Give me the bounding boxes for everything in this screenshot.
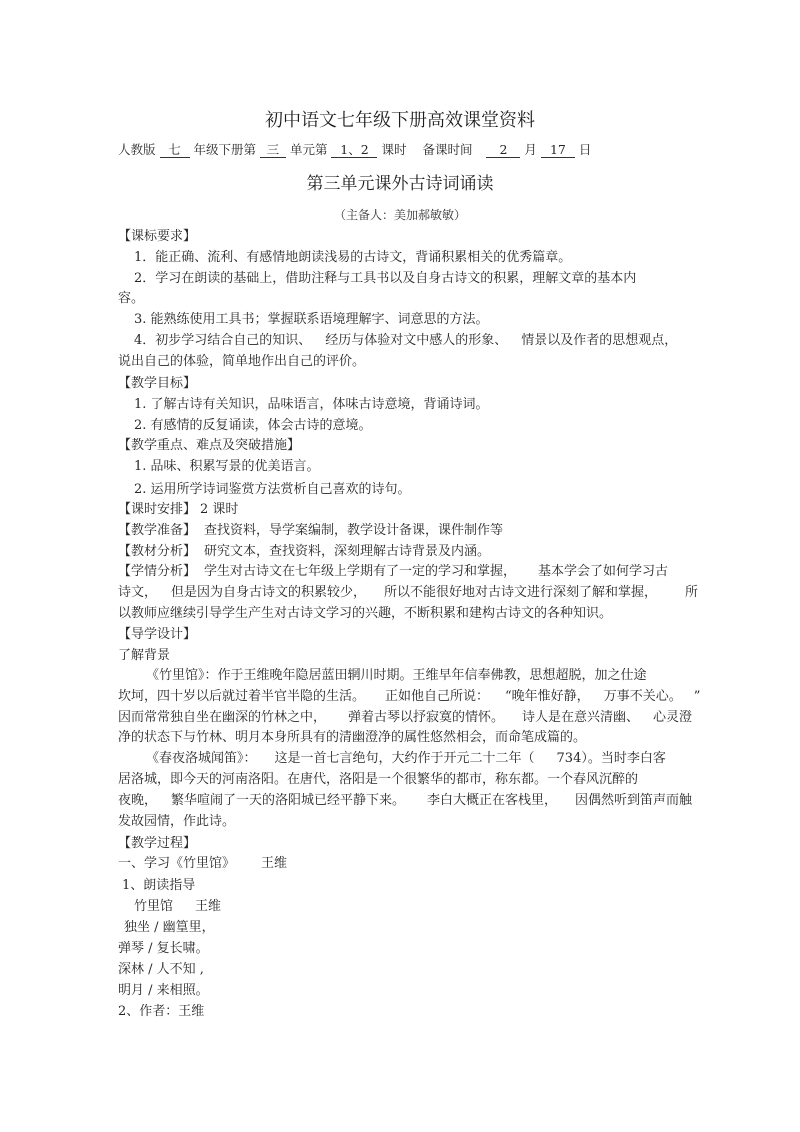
paragraph-line: 《春夜洛城闻笛》： 这是一首七言绝句，大约作于开元二十二年（ 734）。当时李白客 [146, 751, 666, 766]
subsection-heading: 了解背景 [118, 648, 171, 663]
unit-value: 三 [260, 142, 286, 158]
edition-label: 人教版 [118, 142, 156, 157]
paragraph-line: 4．初步学习结合自己的知识、 经历与体验对文中感人的形象、 情景以及作者的思想观点， [134, 333, 678, 348]
paragraph-line: 2．学习在朗读的基础上，借助注释与工具书以及自身古诗文的积累，理解文章的基本内 [134, 271, 637, 286]
paragraph-line: 2. 运用所学诗词鉴赏方法赏析自己喜欢的诗句。 [134, 482, 411, 497]
paragraph-line: 容。 [118, 291, 145, 306]
paragraph-line: 夜晚， 繁华喧闹了一天的洛阳城已经平静下来。 李白大概正在客栈里， 因偶然听到笛声而触 [118, 793, 693, 808]
month-label: 月 [524, 142, 537, 157]
section-heading: 【课标要求】 [118, 229, 197, 244]
day-label: 日 [578, 142, 592, 157]
paragraph-line: 因而常常独自坐在幽深的竹林之中， 弹着古琴以抒寂寞的情怀。 诗人是在意兴清幽、 心灵澄 [118, 710, 693, 725]
paragraph-line: 居洛城，即今天的河南洛阳。在唐代，洛阳是一个很繁华的都市，称东都。一个春风沉醉的 [118, 772, 639, 787]
poem-line: 独坐 / 幽篁里， [124, 920, 215, 935]
paragraph-line: 1．能正确、流利、有感情地朗读浅易的古诗文，背诵积累相关的优秀篇章。 [134, 250, 572, 265]
section-line: 【教材分析】 研究文本，查找资料，深刻理解古诗背景及内涵。 [118, 544, 491, 559]
paragraph-line: 3. 能熟练使用工具书；掌握联系语境理解字、词意思的方法。 [134, 312, 489, 327]
subsection-heading: 1、朗读指导 [122, 878, 196, 893]
section-heading: 【教学重点、难点及突破措施】 [118, 438, 301, 453]
day-value: 17 [541, 142, 575, 158]
doc-subtitle: （主备人：美加郝敏敏） [333, 208, 466, 222]
paragraph-line: 《竹里馆》：作于王维晚年隐居蓝田辋川时期。王维早年信奉佛教，思想超脱，加之仕途 [146, 668, 647, 683]
section-heading: 【导学设计】 [118, 627, 197, 642]
unit-suffix: 单元第 [289, 142, 328, 157]
month-value: 2 [486, 142, 520, 158]
subsection-heading: 2、作者：王维 [118, 1004, 205, 1019]
paragraph-line: 坎坷，四十岁以后就过着半官半隐的生活。 正如他自己所说： “晚年惟好静， 万事不关心。 ” [118, 689, 701, 704]
lesson-suffix: 课时 [381, 142, 407, 157]
poem-title-line: 竹里馆 王维 [134, 899, 222, 914]
paragraph-line: 诗文， 但是因为自身古诗文的积累较少， 所以不能很好地对古诗文进行深刻了解和掌握， 所 [118, 585, 699, 600]
section-heading: 【学情分析】 [118, 564, 197, 579]
paragraph-line: 1. 品味、积累写景的优美语言。 [134, 459, 320, 474]
header-info-line [118, 141, 591, 159]
lesson-value: 1、2 [331, 142, 377, 158]
paragraph-line: 净的状态下与竹林、明月本身所具有的清幽澄净的属性悠然相会，而命笔成篇的。 [118, 730, 587, 745]
section-heading: 【教材分析】 [118, 544, 197, 559]
poem-line: 深林 / 人不知 , [118, 962, 204, 977]
paragraph-line: 2. 有感情的反复诵读，体会古诗的意境。 [134, 418, 372, 433]
paragraph-line: 1. 了解古诗有关知识，品味语言，体味古诗意境，背诵诗词。 [134, 397, 489, 412]
paragraph-line: 说出自己的体验，简单地作出自己的评价。 [118, 354, 366, 369]
section-heading: 【教学目标】 [118, 376, 197, 391]
subsection-heading: 一、学习《竹里馆》 王维 [118, 856, 288, 871]
grade-value: 七 [160, 142, 190, 158]
doc-title: 第三单元课外古诗词诵读 [306, 174, 494, 194]
section-line: 【教学准备】 查找资料，导学案编制，教学设计备课，课件制作等 [118, 523, 504, 538]
prep-time-label: 备课时间 [422, 142, 473, 157]
section-heading: 【教学准备】 [118, 523, 197, 538]
poem-line: 弹琴 / 复长啸。 [118, 941, 209, 956]
section-heading: 【教学过程】 [118, 836, 197, 851]
section-heading: 【课时安排】 [118, 502, 197, 517]
poem-line: 明月 / 来相照。 [118, 983, 209, 998]
paragraph-line: 以教师应继续引导学生产生对古诗文学习的兴趣，不断积累和建构古诗文的各种知识。 [118, 606, 613, 621]
paragraph-line: 发故园情，作此诗。 [118, 814, 236, 829]
grade-suffix: 年级下册第 [193, 142, 256, 157]
section-line: 【学情分析】 学生对古诗文在七年级上学期有了一定的学习和掌握， 基本学会了如何学习古 [118, 564, 669, 579]
section-line: 【课时安排】 2 课时 [118, 502, 239, 517]
header-title: 初中语文七年级下册高效课堂资料 [265, 110, 535, 131]
